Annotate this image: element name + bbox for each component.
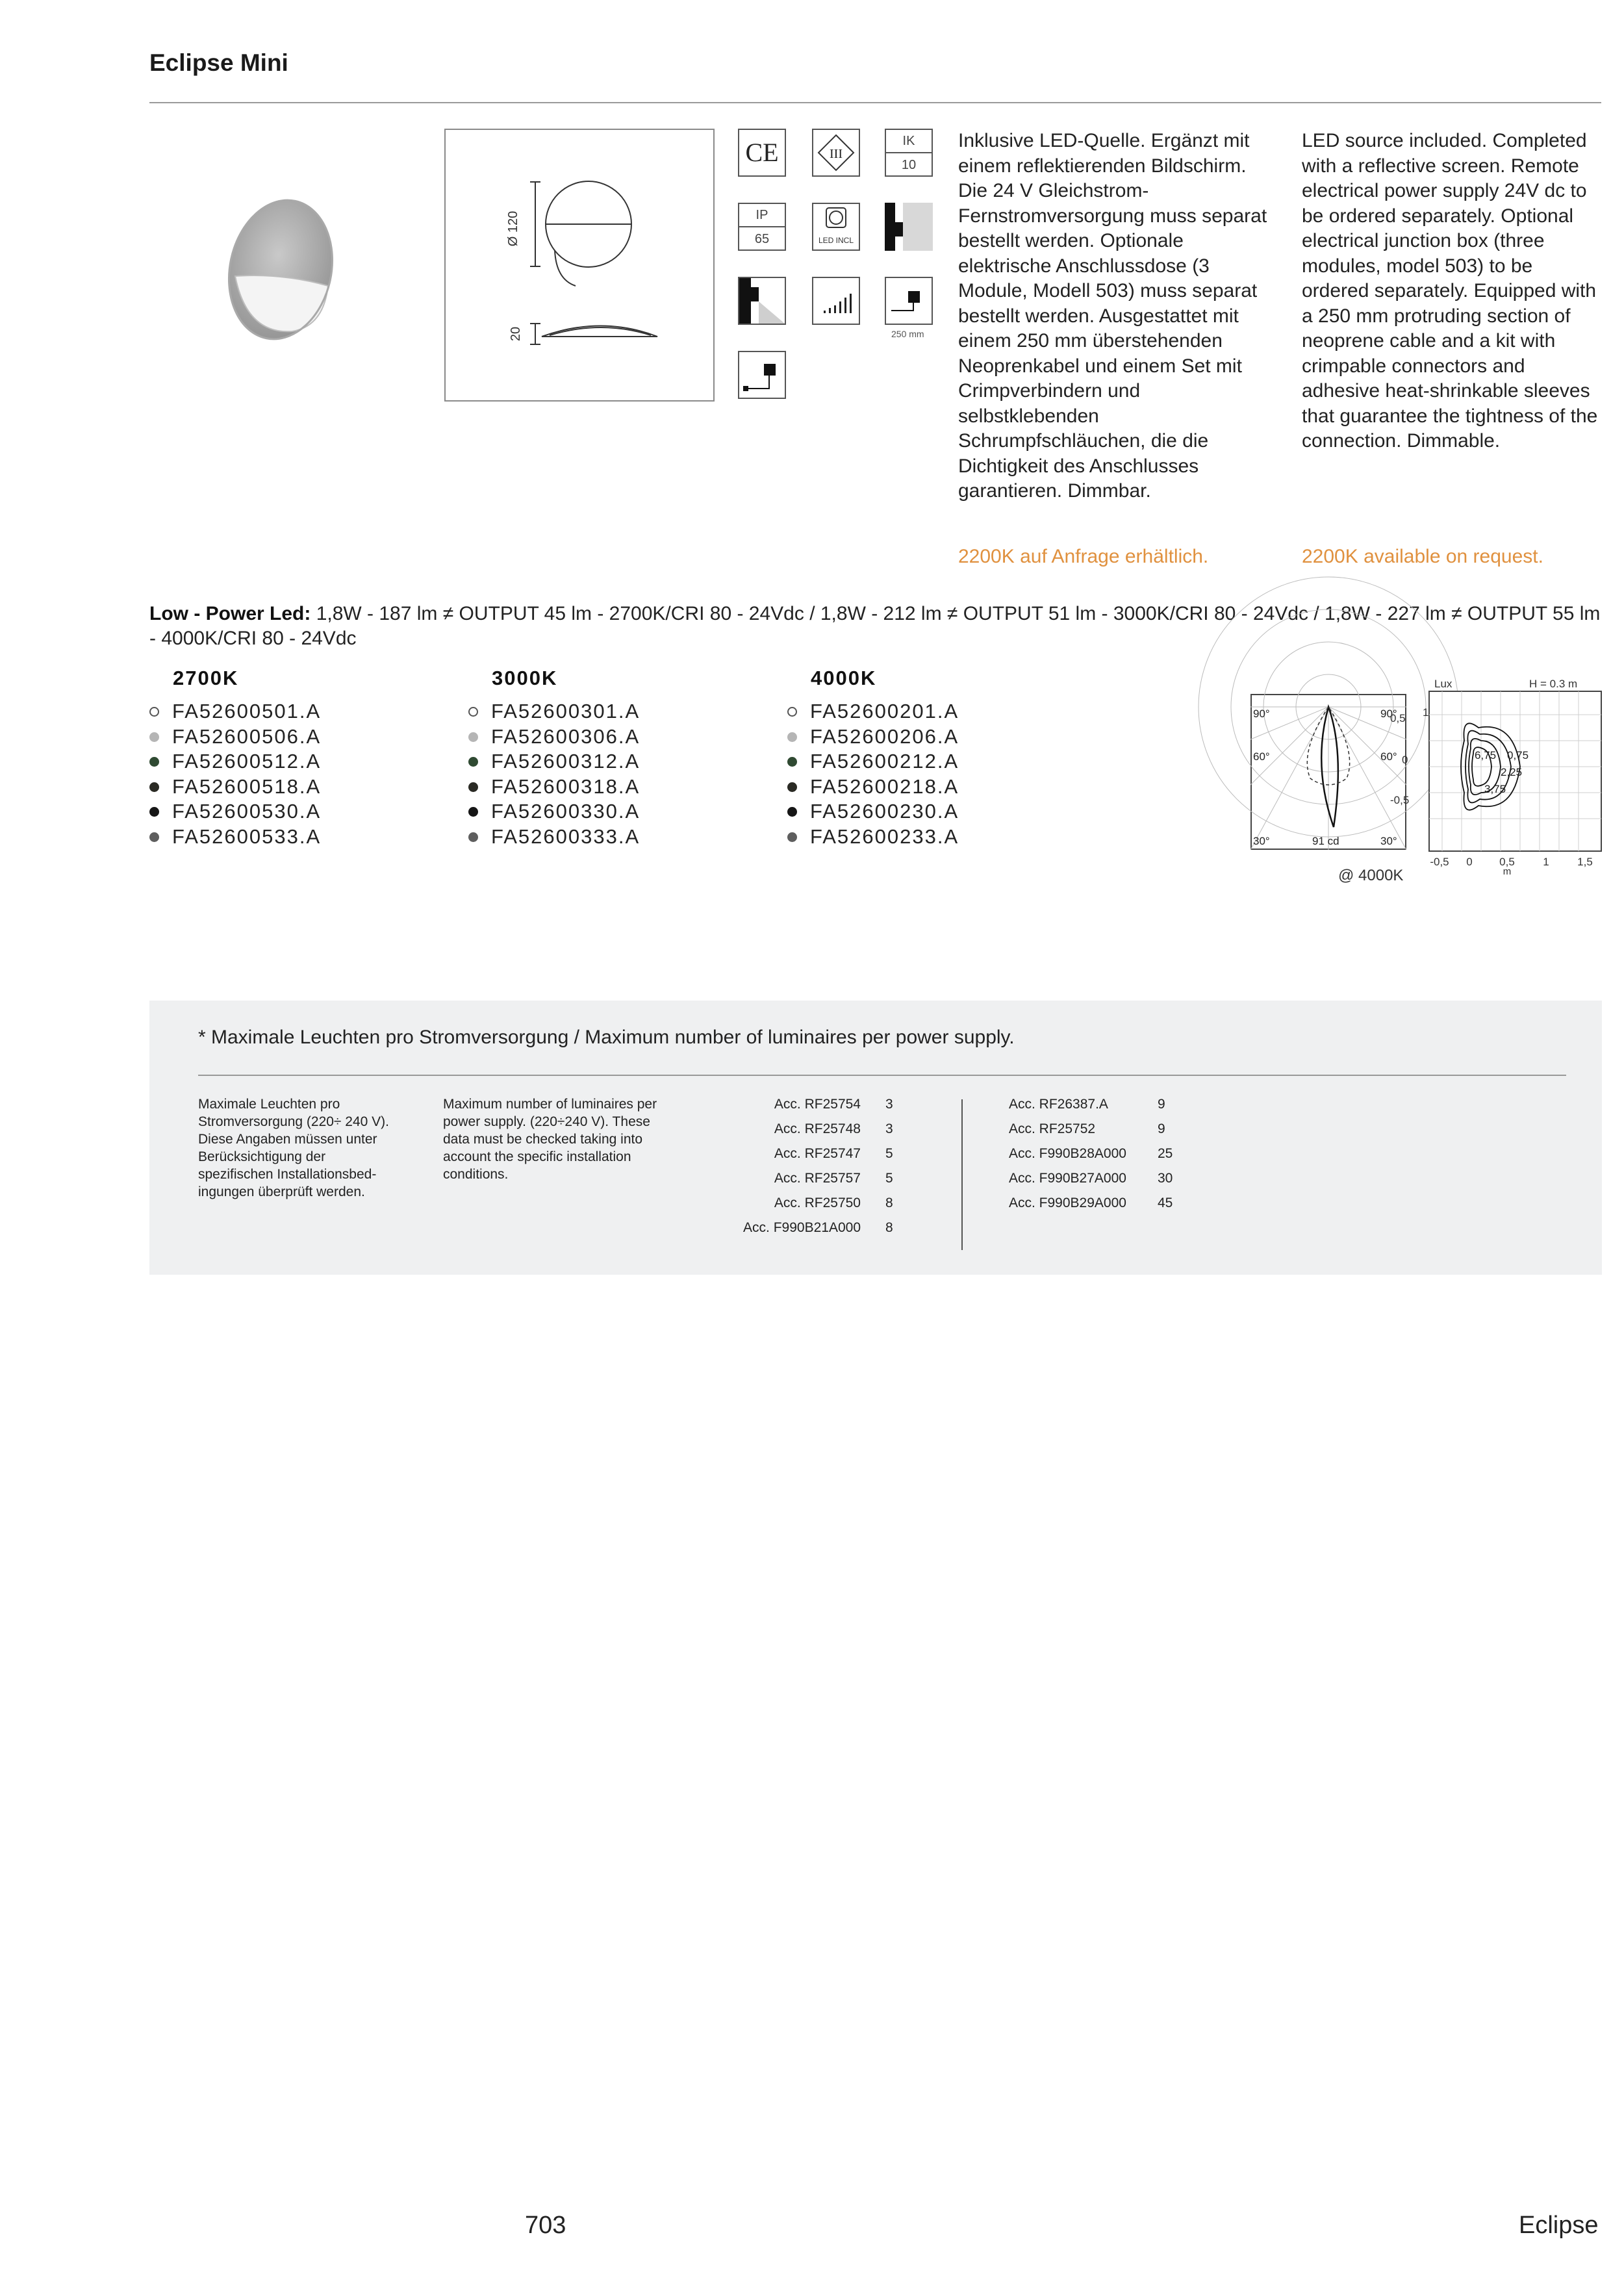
isolux-level-225: 2,25 (1501, 766, 1523, 778)
ik-rating-icon: IK 10 (885, 129, 933, 177)
note-2200k-de: 2200K auf Anfrage erhältlich. (958, 546, 1209, 567)
polar-label-90-left: 90° (1253, 708, 1270, 720)
product-code: FA52600230.A (810, 800, 959, 823)
product-code-row (468, 799, 640, 824)
product-code: FA52600206.A (810, 724, 959, 748)
page-number: 703 (525, 2212, 566, 2239)
product-code: FA52600530.A (172, 800, 322, 823)
isolux-level-375: 3,75 (1484, 783, 1506, 795)
column-head-4000k: 4000K (811, 667, 877, 689)
product-code-row (787, 774, 959, 799)
product-code: FA52600301.A (491, 700, 641, 722)
finish-color-dot (468, 757, 478, 767)
product-code: FA52600512.A (172, 750, 322, 773)
isolux-x-unit: m (1503, 866, 1512, 877)
accessory-code: Acc. RF25747 (774, 1146, 861, 1161)
led-included-icon: LED INCL (812, 203, 860, 251)
product-code-row (787, 749, 959, 774)
isolux-chart (1423, 676, 1605, 877)
wall-mount-icon (885, 203, 933, 251)
low-power-led-spec (149, 602, 1605, 651)
max-luminaires-count: 9 (1158, 1121, 1165, 1136)
accessory-code: Acc. RF25754 (774, 1097, 861, 1112)
product-image (221, 188, 338, 351)
isolux-y-tick-1: 1 (1423, 706, 1429, 719)
finish-color-dot (787, 732, 797, 742)
power-supply-note-en: Maximum number of luminaires per power supply. (220÷240 V). These data must be checked taking into account the specific installation conditions. (443, 1097, 657, 1182)
max-luminaires-count: 8 (885, 1195, 893, 1210)
low-power-label: Low - Power Led: (149, 603, 311, 624)
product-code-row (787, 824, 959, 849)
max-luminaires-count: 3 (885, 1121, 893, 1136)
accessory-code: Acc. F990B28A000 (1009, 1146, 1126, 1161)
product-code-row (787, 799, 959, 824)
finish-color-dot (149, 832, 159, 842)
isolux-lux-label: Lux (1434, 678, 1453, 690)
dimmable-icon (812, 277, 860, 325)
finish-color-dot (149, 757, 159, 767)
product-code: FA52600318.A (491, 774, 641, 798)
accessory-code: Acc. RF25757 (774, 1171, 861, 1186)
ip-rating-icon: IP 65 (738, 203, 786, 251)
isolux-level-675: 6,75 (1475, 749, 1497, 761)
polar-label-cd: 91 cd (1312, 835, 1339, 847)
note-2200k-en: 2200K available on request. (1302, 546, 1543, 567)
product-code: FA52600518.A (172, 774, 322, 798)
product-code: FA52600201.A (810, 700, 959, 722)
product-code: FA52600330.A (491, 800, 641, 823)
ce-mark-icon: CE (738, 129, 786, 177)
max-luminaires-count: 45 (1158, 1195, 1173, 1210)
product-code-row (149, 699, 321, 724)
finish-color-dot (468, 732, 478, 742)
isolux-x-tick-15: 1,5 (1577, 856, 1593, 868)
junction-box-icon (738, 351, 786, 399)
finish-color-dot (149, 782, 159, 792)
polar-label-90-right: 90° (1380, 708, 1397, 720)
description-en: LED source included. Completed with a reflective screen. Remote electrical power supply 24V dc to be ordered separately. Optional electrical junction box (three modules, model 503) to be ordered separately. Equipped with a 250 mm protruding section of neoprene cable and a kit with crimpable connectors and adhesive heat-shrinkable sleeves that guarantee the tightness of the connection. Dimmable. (1302, 130, 1598, 452)
accessory-code: Acc. F990B21A000 (743, 1220, 861, 1235)
photometry-caption: @ 4000K (1338, 867, 1404, 884)
accessory-code: Acc. RF25748 (774, 1121, 861, 1136)
isolux-y-tick-05: 0,5 (1390, 712, 1406, 724)
product-code: FA52600212.A (810, 750, 959, 773)
product-code-row (149, 749, 321, 774)
max-luminaires-count: 5 (885, 1146, 893, 1161)
product-code-row (149, 799, 321, 824)
finish-color-dot (468, 832, 478, 842)
finish-color-dot (787, 757, 797, 767)
isolux-level-075: 0,75 (1507, 749, 1529, 761)
polar-label-30-left: 30° (1253, 835, 1270, 847)
finish-color-dot (787, 807, 797, 817)
product-code: FA52600333.A (491, 824, 641, 848)
isolux-x-tick-05: 0,5 (1499, 856, 1515, 868)
svg-text:III: III (830, 147, 843, 161)
product-code: FA52600533.A (172, 824, 322, 848)
polar-label-60-left: 60° (1253, 750, 1270, 763)
finish-color-dot (149, 707, 159, 717)
product-code: FA52600501.A (172, 700, 322, 722)
finish-color-dot (787, 707, 797, 717)
isolux-y-tick-0: 0 (1402, 754, 1408, 766)
footer-section: Eclipse (1519, 2212, 1599, 2239)
power-supply-note-de: Maximale Leuchten pro Stromversorgung (220÷ 240 V). Diese Angaben müssen unter Berücksichtigung der spezifischen Installationsbed-ingungen überprüft werden. (198, 1097, 389, 1199)
product-code: FA52600306.A (491, 724, 641, 748)
finish-color-dot (468, 707, 478, 717)
accessory-code: Acc. F990B27A000 (1009, 1171, 1126, 1186)
polar-label-30-right: 30° (1380, 835, 1397, 847)
isolux-x-tick-0: 0 (1466, 856, 1473, 868)
column-head-3000k: 3000K (492, 667, 558, 689)
max-luminaires-count: 30 (1158, 1171, 1173, 1186)
finish-color-dot (787, 832, 797, 842)
product-code: FA52600506.A (172, 724, 322, 748)
polar-distribution-chart (1250, 694, 1406, 850)
product-code: FA52600218.A (810, 774, 959, 798)
max-luminaires-count: 9 (1158, 1097, 1165, 1112)
product-code-row (787, 724, 959, 749)
isolux-y-tick-neg05: -0,5 (1390, 794, 1410, 806)
max-luminaires-count: 25 (1158, 1146, 1173, 1161)
class-iii-icon (812, 129, 860, 177)
product-code-row (787, 699, 959, 724)
cable-icon (885, 277, 933, 325)
polar-label-60-right: 60° (1380, 750, 1397, 763)
product-code-row (468, 724, 640, 749)
accessory-code: Acc. RF25750 (774, 1195, 861, 1210)
isolux-height-label: H = 0.3 m (1529, 678, 1578, 690)
light-direction-icon (738, 277, 786, 325)
isolux-x-tick-1: 1 (1543, 856, 1549, 868)
product-code: FA52600233.A (810, 824, 959, 848)
product-code-row (149, 824, 321, 849)
finish-color-dot (149, 807, 159, 817)
dimension-drawing (444, 129, 715, 402)
product-code-row (468, 774, 640, 799)
product-code-row (468, 749, 640, 774)
product-code: FA52600312.A (491, 750, 641, 773)
table-separator (961, 1099, 963, 1250)
finish-color-dot (787, 782, 797, 792)
max-luminaires-count: 3 (885, 1097, 893, 1112)
description-de: Inklusive LED-Quelle. Ergänzt mit einem reflektierenden Bildschirm. Die 24 V Gleichstrom-Fernstromversorgung muss separat bestellt werden. Optionale elektrische Anschlussdose (3 Module, Modell 503) muss separat bestellt werden. Ausgestattet mit einem 250 mm überstehenden Neoprenkabel und einem Set mit Crimpverbindern und selbstklebenden Schrumpfschläuchen, die die Dichtigkeit des Anschlusses garantieren. Dimmbar. (958, 130, 1267, 502)
power-supply-heading: * Maximale Leuchten pro Stromversorgung / Maximum number of luminaires per power supply. (198, 1027, 1015, 1048)
accessory-code: Acc. RF26387.A (1009, 1097, 1108, 1112)
depth-label: 20 (509, 326, 523, 342)
power-supply-divider (198, 1075, 1566, 1076)
accessory-code: Acc. RF25752 (1009, 1121, 1096, 1136)
product-code-row (149, 774, 321, 799)
max-luminaires-count: 8 (885, 1220, 893, 1235)
product-code-row (468, 699, 640, 724)
product-code-row (149, 724, 321, 749)
product-code-row (468, 824, 640, 849)
isolux-x-tick-neg05: -0,5 (1430, 856, 1449, 868)
diameter-label: Ø 120 (506, 211, 520, 247)
finish-color-dot (149, 732, 159, 742)
finish-color-dot (468, 782, 478, 792)
cable-length-label: 250 mm (891, 329, 924, 339)
title-divider (149, 102, 1601, 103)
finish-color-dot (468, 807, 478, 817)
page-title: Eclipse Mini (149, 49, 288, 76)
low-power-text: 1,8W - 187 lm ≠ OUTPUT 45 lm - 2700K/CRI 80 - 24Vdc / 1,8W - 212 lm ≠ OUTPUT 51 lm - 3000K/CRI 80 - 24Vdc / 1,8W - 227 lm ≠ OUTPUT 55 lm - 4000K/CRI 80 - 24Vdc (149, 603, 1601, 649)
column-head-2700k: 2700K (173, 667, 239, 689)
accessory-code: Acc. F990B29A000 (1009, 1195, 1126, 1210)
max-luminaires-count: 5 (885, 1171, 893, 1186)
